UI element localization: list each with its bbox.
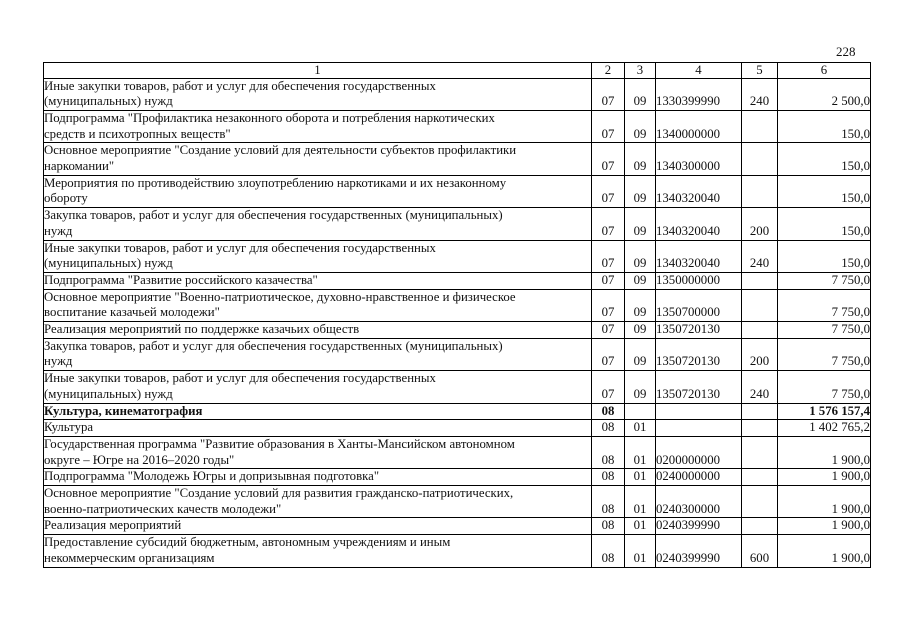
expense-type-code-cell: 200 (742, 338, 778, 370)
page-number: 228 (836, 44, 856, 59)
budget-table (43, 62, 871, 568)
expense-type-code-cell (742, 272, 778, 289)
column-header-4: 4 (656, 63, 742, 79)
subsection-code-cell: 01 (625, 469, 656, 486)
expense-type-code-cell (742, 110, 778, 142)
section-code-cell: 08 (592, 486, 625, 518)
section-code-cell: 07 (592, 272, 625, 289)
row-label-line: (муниципальных) нужд (44, 94, 173, 109)
table-row (44, 240, 871, 272)
section-code-cell: 07 (592, 175, 625, 207)
row-label-line: обороту (44, 191, 88, 206)
target-article-code-cell: 0200000000 (656, 436, 742, 468)
row-label-line: воспитание казачьей молодежи" (44, 305, 220, 320)
target-article-code-cell: 1340320040 (656, 240, 742, 272)
section-code-cell: 07 (592, 143, 625, 175)
row-label-cell (44, 469, 592, 486)
expense-type-code-cell (742, 322, 778, 339)
header-row (44, 63, 871, 79)
row-label-cell (44, 78, 592, 110)
table-row (44, 436, 871, 468)
target-article-code-cell: 0240000000 (656, 469, 742, 486)
row-label-cell (44, 289, 592, 321)
target-article-code-cell: 1350700000 (656, 289, 742, 321)
amount-cell: 7 750,0 (778, 272, 871, 289)
expense-type-code-cell: 200 (742, 208, 778, 240)
subsection-code-cell: 01 (625, 535, 656, 567)
expense-type-code-cell: 240 (742, 371, 778, 403)
amount-cell: 2 500,0 (778, 78, 871, 110)
table-row (44, 78, 871, 110)
row-label-line: военно-патриотических качеств молодежи" (44, 501, 282, 516)
expense-type-code-cell: 240 (742, 78, 778, 110)
section-code-cell: 07 (592, 240, 625, 272)
table-row (44, 371, 871, 403)
row-label-line: некоммерческим организациям (44, 550, 215, 565)
table-row (44, 110, 871, 142)
subsection-code-cell: 09 (625, 175, 656, 207)
row-label-line: Иные закупки товаров, работ и услуг для обеспечения государственных (44, 240, 436, 255)
row-label-line: средств и психотропных веществ" (44, 126, 231, 141)
target-article-code-cell: 1340000000 (656, 110, 742, 142)
row-label-cell (44, 110, 592, 142)
row-label-line: Подпрограмма "Профилактика незаконного оборота и потребления наркотических (44, 110, 495, 125)
subsection-code-cell: 09 (625, 289, 656, 321)
target-article-code-cell: 0240300000 (656, 486, 742, 518)
row-label-line: Реализация мероприятий по поддержке казачьих обществ (44, 322, 360, 337)
amount-cell: 150,0 (778, 143, 871, 175)
table-row (44, 518, 871, 535)
row-label-cell (44, 535, 592, 567)
row-label-line: Мероприятия по противодействию злоупотреблению наркотиками и их незаконному (44, 175, 507, 190)
table-row (44, 322, 871, 339)
target-article-code-cell: 1350720130 (656, 338, 742, 370)
row-label-cell (44, 420, 592, 437)
amount-cell: 150,0 (778, 110, 871, 142)
row-label-cell (44, 486, 592, 518)
subsection-code-cell: 09 (625, 78, 656, 110)
section-code-cell: 07 (592, 322, 625, 339)
row-label-line: Основное мероприятие "Создание условий для деятельности субъектов профилактики (44, 143, 517, 158)
row-label-line: Подпрограмма "Развитие российского казачества" (44, 272, 318, 287)
row-label-cell (44, 436, 592, 468)
column-header-2: 2 (592, 63, 625, 79)
section-code-cell: 08 (592, 518, 625, 535)
row-label-line: Государственная программа "Развитие образования в Ханты-Мансийском автономном (44, 436, 515, 451)
row-label-cell (44, 322, 592, 339)
row-label-cell (44, 143, 592, 175)
amount-cell: 7 750,0 (778, 322, 871, 339)
expense-type-code-cell (742, 403, 778, 420)
subsection-code-cell: 09 (625, 338, 656, 370)
row-label-line: нужд (44, 223, 73, 238)
amount-cell: 1 900,0 (778, 486, 871, 518)
section-code-cell: 07 (592, 371, 625, 403)
table-row (44, 208, 871, 240)
column-header-6: 6 (778, 63, 871, 79)
subsection-code-cell: 09 (625, 143, 656, 175)
section-code-cell: 08 (592, 403, 625, 420)
target-article-code-cell: 1330399990 (656, 78, 742, 110)
column-header-5: 5 (742, 63, 778, 79)
target-article-code-cell: 1350720130 (656, 371, 742, 403)
amount-cell: 1 900,0 (778, 469, 871, 486)
target-article-code-cell: 0240399990 (656, 518, 742, 535)
amount-cell: 1 900,0 (778, 436, 871, 468)
amount-cell: 1 576 157,4 (778, 403, 871, 420)
expense-type-code-cell: 600 (742, 535, 778, 567)
section-code-cell: 07 (592, 208, 625, 240)
table-row (44, 272, 871, 289)
target-article-code-cell (656, 420, 742, 437)
amount-cell: 150,0 (778, 175, 871, 207)
table-row (44, 469, 871, 486)
row-label-line: округе – Югре на 2016–2020 годы" (44, 452, 235, 467)
subsection-code-cell: 09 (625, 240, 656, 272)
target-article-code-cell: 1340300000 (656, 143, 742, 175)
subsection-code-cell: 09 (625, 371, 656, 403)
table-row (44, 420, 871, 437)
amount-cell: 7 750,0 (778, 338, 871, 370)
table-body (44, 78, 871, 567)
row-label-line: нужд (44, 354, 73, 369)
target-article-code-cell (656, 403, 742, 420)
expense-type-code-cell (742, 469, 778, 486)
table-row (44, 143, 871, 175)
table-row (44, 338, 871, 370)
table-row (44, 535, 871, 567)
row-label-cell (44, 240, 592, 272)
target-article-code-cell: 1350720130 (656, 322, 742, 339)
expense-type-code-cell (742, 436, 778, 468)
section-code-cell: 08 (592, 436, 625, 468)
row-label-cell (44, 518, 592, 535)
row-label-line: Реализация мероприятий (44, 518, 182, 533)
row-label-line: наркомании" (44, 159, 115, 174)
expense-type-code-cell (742, 420, 778, 437)
subsection-code-cell: 09 (625, 208, 656, 240)
row-label-cell (44, 371, 592, 403)
row-label-line: Основное мероприятие "Военно-патриотическое, духовно-нравственное и физическое (44, 289, 516, 304)
subsection-code-cell: 01 (625, 486, 656, 518)
row-label-line: Подпрограмма "Молодежь Югры и допризывная подготовка" (44, 469, 380, 484)
section-code-cell: 07 (592, 338, 625, 370)
expense-type-code-cell (742, 175, 778, 207)
row-label-line: Основное мероприятие "Создание условий для развития гражданско-патриотических, (44, 486, 514, 501)
row-label-line: Закупка товаров, работ и услуг для обеспечения государственных (муниципальных) (44, 208, 503, 223)
column-header-1: 1 (44, 63, 592, 79)
table-row (44, 486, 871, 518)
expense-type-code-cell: 240 (742, 240, 778, 272)
section-code-cell: 07 (592, 78, 625, 110)
table-row (44, 289, 871, 321)
row-label-line: Культура, кинематография (44, 403, 203, 418)
target-article-code-cell: 1350000000 (656, 272, 742, 289)
row-label-cell (44, 338, 592, 370)
target-article-code-cell: 0240399990 (656, 535, 742, 567)
section-code-cell: 08 (592, 469, 625, 486)
subsection-code-cell: 09 (625, 322, 656, 339)
subsection-code-cell: 01 (625, 518, 656, 535)
column-header-3: 3 (625, 63, 656, 79)
amount-cell: 1 900,0 (778, 535, 871, 567)
target-article-code-cell: 1340320040 (656, 208, 742, 240)
table-row (44, 175, 871, 207)
amount-cell: 7 750,0 (778, 371, 871, 403)
amount-cell: 150,0 (778, 208, 871, 240)
row-label-cell (44, 403, 592, 420)
section-code-cell: 08 (592, 420, 625, 437)
amount-cell: 150,0 (778, 240, 871, 272)
row-label-line: Предоставление субсидий бюджетным, автономным учреждениям и иным (44, 535, 451, 550)
subsection-code-cell: 01 (625, 436, 656, 468)
target-article-code-cell: 1340320040 (656, 175, 742, 207)
subsection-code-cell (625, 403, 656, 420)
table-row (44, 403, 871, 420)
subsection-code-cell: 09 (625, 272, 656, 289)
expense-type-code-cell (742, 486, 778, 518)
expense-type-code-cell (742, 143, 778, 175)
row-label-line: Закупка товаров, работ и услуг для обеспечения государственных (муниципальных) (44, 338, 503, 353)
subsection-code-cell: 01 (625, 420, 656, 437)
expense-type-code-cell (742, 289, 778, 321)
row-label-line: (муниципальных) нужд (44, 256, 173, 271)
expense-type-code-cell (742, 518, 778, 535)
row-label-cell (44, 208, 592, 240)
amount-cell: 7 750,0 (778, 289, 871, 321)
section-code-cell: 07 (592, 110, 625, 142)
section-code-cell: 07 (592, 289, 625, 321)
subsection-code-cell: 09 (625, 110, 656, 142)
amount-cell: 1 900,0 (778, 518, 871, 535)
row-label-line: Иные закупки товаров, работ и услуг для обеспечения государственных (44, 78, 436, 93)
row-label-line: Культура (44, 420, 94, 435)
row-label-cell (44, 175, 592, 207)
row-label-cell (44, 272, 592, 289)
row-label-line: (муниципальных) нужд (44, 386, 173, 401)
section-code-cell: 08 (592, 535, 625, 567)
row-label-line: Иные закупки товаров, работ и услуг для обеспечения государственных (44, 371, 436, 386)
amount-cell: 1 402 765,2 (778, 420, 871, 437)
